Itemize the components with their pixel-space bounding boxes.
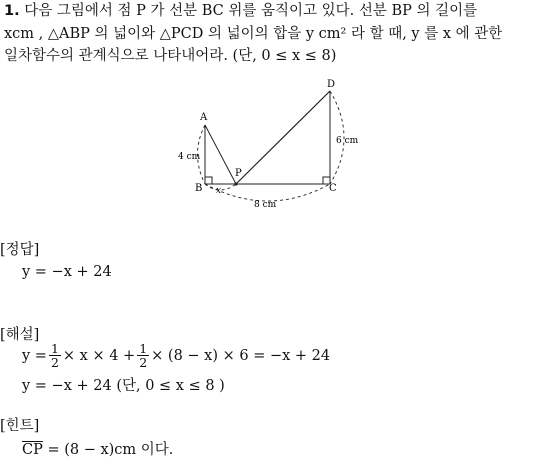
label-b: B xyxy=(195,183,203,194)
problem-line-2: xcm , △ABP 의 넓이와 △PCD 의 넓이의 합을 y cm² 라 할 때, y 를 x 에 관한 xyxy=(4,26,503,42)
eq1-frac2-num: 1 xyxy=(139,341,148,356)
eq1-mid: × x × 4 + xyxy=(62,347,136,364)
label-cd-length: 6 cm xyxy=(336,136,359,146)
eq1-fraction-1 xyxy=(49,342,61,369)
hint-label: [힌트] xyxy=(0,418,40,434)
label-ab-length: 4 cm xyxy=(178,152,201,162)
problem-line-3: 일차함수의 관계식으로 나타내어라. (단, 0 ≤ x ≤ 8) xyxy=(4,48,337,64)
problem-text-1: 다음 그림에서 점 P 가 선분 BC 위를 움직이고 있다. 선분 BP 의 길이를 xyxy=(24,3,478,19)
point-p xyxy=(234,182,237,185)
label-a: A xyxy=(200,112,208,123)
segment-pd xyxy=(236,91,330,184)
problem-number: 1. xyxy=(4,3,20,19)
hint-statement xyxy=(22,438,173,459)
arc-bc xyxy=(205,184,330,201)
explanation-equation-1 xyxy=(22,342,330,369)
label-p: P xyxy=(235,168,242,179)
eq1-frac2-den: 2 xyxy=(139,355,148,370)
explanation-label: [해설] xyxy=(0,327,40,343)
answer-equation: y = −x + 24 xyxy=(22,264,112,280)
segment-ap xyxy=(205,125,236,184)
eq1-lhs: y = xyxy=(22,347,47,364)
geometry-figure xyxy=(0,76,535,216)
label-c: C xyxy=(329,183,337,194)
explanation-equation-2: y = −x + 24 (단, 0 ≤ x ≤ 8 ) xyxy=(22,378,225,394)
eq1-frac1-den: 2 xyxy=(50,355,59,370)
eq1-fraction-2 xyxy=(137,342,149,369)
hint-segment: $\overline{CP}$ xyxy=(22,442,43,458)
label-d: D xyxy=(327,79,336,90)
label-bc-length: 8 cm xyxy=(254,200,277,210)
eq1-rhs: × (8 − x) × 6 = −x + 24 xyxy=(151,347,331,364)
label-bp-length: x xyxy=(216,186,222,196)
right-angle-b xyxy=(205,177,212,184)
answer-label: [정답] xyxy=(0,242,40,258)
problem-line-1 xyxy=(4,2,477,20)
eq1-frac1-num: 1 xyxy=(50,341,59,356)
hint-text: = (8 − x)cm 이다. xyxy=(42,442,174,458)
